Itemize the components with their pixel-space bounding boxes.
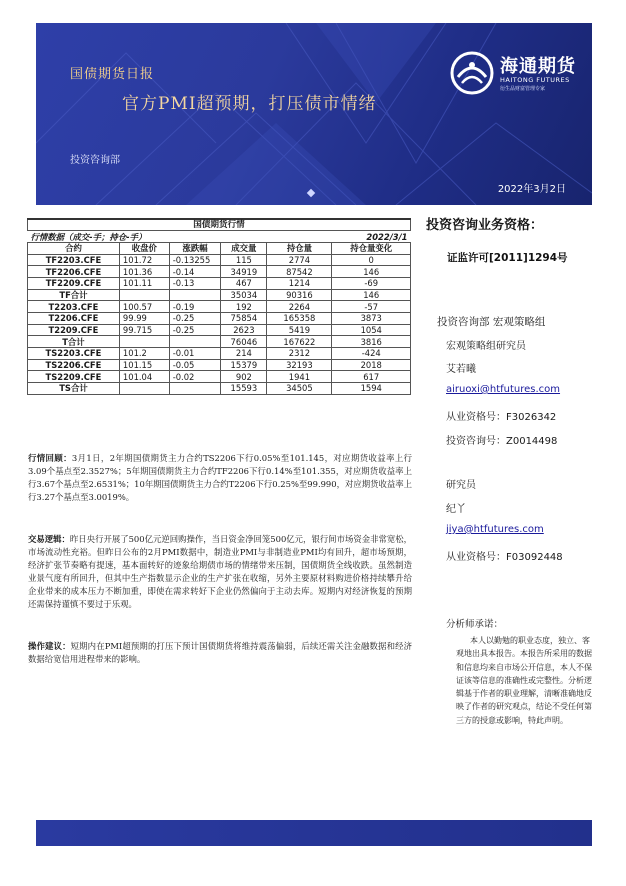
- cell-vol: 2623: [221, 324, 267, 336]
- cell-close: 101.36: [119, 266, 169, 278]
- analyst-cert-number: 从业资格号：F3026342: [446, 412, 557, 423]
- market-review-lead: 行情回顾：: [28, 453, 72, 463]
- cell-vol: 34919: [221, 266, 267, 278]
- cell-oi-chg: 0: [332, 254, 411, 266]
- cell-chg: -0.05: [169, 359, 221, 371]
- cell-name: TS2209.CFE: [28, 371, 120, 383]
- cell-name: T2206.CFE: [28, 313, 120, 325]
- cell-chg: [169, 289, 221, 301]
- market-data-table: [27, 218, 411, 395]
- qualification-title: 投资咨询业务资格：: [426, 218, 544, 233]
- cell-name: TS合计: [28, 383, 120, 395]
- researcher-role: 研究员: [446, 480, 476, 491]
- operation-advice-lead: 操作建议：: [28, 641, 71, 651]
- researcher-cert-number: 从业资格号：F03092448: [446, 552, 563, 563]
- table-header-row: [28, 242, 411, 254]
- table-row: [28, 371, 411, 383]
- cell-name: T合计: [28, 336, 120, 348]
- cell-name: T2209.CFE: [28, 324, 120, 336]
- brand-name-cn: 海通期货: [500, 56, 576, 77]
- cell-oi: 5419: [267, 324, 332, 336]
- cell-vol: 75854: [221, 313, 267, 325]
- cell-close: [119, 289, 169, 301]
- table-total-row: [28, 383, 411, 395]
- operation-advice-paragraph: [28, 640, 412, 666]
- cell-oi-chg: 146: [332, 266, 411, 278]
- cell-vol: 76046: [221, 336, 267, 348]
- cell-oi: 34505: [267, 383, 332, 395]
- cell-oi: 2264: [267, 301, 332, 313]
- col-header-volume: 成交量: [221, 242, 267, 254]
- table-row: [28, 277, 411, 289]
- report-type: 国债期货日报: [70, 67, 155, 82]
- cell-close: 101.04: [119, 371, 169, 383]
- cell-name: TF2209.CFE: [28, 277, 120, 289]
- cell-chg: -0.13255: [169, 254, 221, 266]
- table-row: [28, 313, 411, 325]
- cell-vol: 115: [221, 254, 267, 266]
- cell-oi-chg: 617: [332, 371, 411, 383]
- cell-close: 101.15: [119, 359, 169, 371]
- analyst-name: 艾若曦: [446, 364, 476, 375]
- cell-chg: -0.19: [169, 301, 221, 313]
- table-subtitle: 行情数据（成交-手；持仓-手）: [28, 231, 267, 243]
- table-total-row: [28, 336, 411, 348]
- cell-close: 99.99: [119, 313, 169, 325]
- cell-chg: -0.25: [169, 324, 221, 336]
- cell-oi: 1941: [267, 371, 332, 383]
- table-row: [28, 324, 411, 336]
- operation-advice-text: 短期内在PMI超预期的打压下预计国债期货将维持震荡偏弱，后续还需关注金融数据和经济数据给宽信用进程带来的影响。: [28, 641, 412, 665]
- cell-close: [119, 336, 169, 348]
- cell-name: TF2206.CFE: [28, 266, 120, 278]
- cell-vol: 467: [221, 277, 267, 289]
- trading-logic-lead: 交易逻辑：: [28, 534, 70, 544]
- trading-logic-text: 昨日央行开展了500亿元逆回购操作，当日资金净回笼500亿元，银行间市场资金非常宽松，市场流动性充裕。但昨日公布的2月PMI数据中，制造业PMI与非制造业PMI均有回升，超市场预期，经济扩张节奏略有提速，基本面转好的迹象给期债市场的情绪带来压制，国债期货全线收跌。虽然制造业景气度有所回升，但其中生产指数显示企业的生产扩张在收缩，另外主要原材料购进价格持续攀升给企业带来的成本压力不断加重，即使在需求转好下企业仍然偏向于主动去库。短期内对经济恢复的预期还需保持谨慎不要过于乐观。: [28, 534, 413, 610]
- report-date: 2022年3月2日: [497, 184, 566, 195]
- cell-oi-chg: 1054: [332, 324, 411, 336]
- cell-name: TF合计: [28, 289, 120, 301]
- trading-logic-paragraph: [28, 533, 412, 612]
- col-header-close: 收盘价: [119, 242, 169, 254]
- col-header-change: 涨跌幅: [169, 242, 221, 254]
- researcher-email[interactable]: jiya@htfutures.com: [446, 524, 544, 535]
- cell-close: 99.715: [119, 324, 169, 336]
- analyst-email-link[interactable]: [446, 384, 560, 395]
- cell-oi: 1214: [267, 277, 332, 289]
- department-label: 投资咨询部: [70, 155, 120, 166]
- col-header-open-interest: 持仓量: [267, 242, 332, 254]
- cell-oi: 2774: [267, 254, 332, 266]
- table-row: [28, 301, 411, 313]
- table-row: [28, 348, 411, 360]
- researcher-name: 纪丫: [446, 504, 466, 515]
- table-row: [28, 254, 411, 266]
- cell-vol: 35034: [221, 289, 267, 301]
- analyst-email[interactable]: airuoxi@htfutures.com: [446, 384, 561, 395]
- col-header-oi-change: 持仓量变化: [332, 242, 411, 254]
- cell-oi-chg: -57: [332, 301, 411, 313]
- cell-oi-chg: 1594: [332, 383, 411, 395]
- table-title: 国债期货行情: [28, 219, 411, 231]
- cell-chg: -0.01: [169, 348, 221, 360]
- cell-oi-chg: 2018: [332, 359, 411, 371]
- cell-chg: -0.02: [169, 371, 221, 383]
- table-row: [28, 266, 411, 278]
- cell-chg: -0.25: [169, 313, 221, 325]
- cell-vol: 15379: [221, 359, 267, 371]
- table-row: [28, 359, 411, 371]
- cell-vol: 15593: [221, 383, 267, 395]
- table-date: 2022/3/1: [267, 231, 411, 243]
- market-review-text: 3月1日，2年期国债期货主力合约TS2206下行0.05%至101.145，对应期货收益率上行3.09个基点至2.3527%；5年期国债期货主力合约TF2206下行0.14%至101.355，对应期货收益率上行3.67个基点至2.6531%；10年期国债期货主力合约T2206下行0.25%至99.990，对应期货收益率上行3.27个基点至3.0019%。: [28, 453, 412, 503]
- team-name: 投资咨询部 宏观策略组: [437, 316, 546, 328]
- cell-oi-chg: -69: [332, 277, 411, 289]
- cell-oi-chg: 146: [332, 289, 411, 301]
- cell-oi: 165358: [267, 313, 332, 325]
- table-total-row: [28, 289, 411, 301]
- cell-vol: 192: [221, 301, 267, 313]
- col-header-contract: 合约: [28, 242, 120, 254]
- haitong-logo-icon: [450, 51, 494, 95]
- cell-name: TS2206.CFE: [28, 359, 120, 371]
- cell-close: 101.11: [119, 277, 169, 289]
- cell-name: TF2203.CFE: [28, 254, 120, 266]
- analyst-role: 宏观策略组研究员: [446, 341, 526, 352]
- brand-name-en: HAITONG FUTURES: [500, 76, 570, 84]
- market-review-paragraph: [28, 452, 412, 504]
- cell-close: [119, 383, 169, 395]
- cell-oi: 2312: [267, 348, 332, 360]
- report-banner: [36, 23, 592, 205]
- cell-close: 101.72: [119, 254, 169, 266]
- cell-name: T2203.CFE: [28, 301, 120, 313]
- disclaimer-text: 本人以勤勉的职业态度，独立、客观地出具本报告。本报告所采用的数据和信息均来自市场公开信息，本人不保证该等信息的准确性或完整性。分析逻辑基于作者的职业理解，清晰准确地反映了作者的研究观点，结论不受任何第三方的授意或影响，特此声明。: [456, 636, 592, 725]
- cell-chg: [169, 336, 221, 348]
- cell-vol: 902: [221, 371, 267, 383]
- cell-oi-chg: -424: [332, 348, 411, 360]
- brand-slogan: 衍生品财富管理专家: [500, 86, 546, 92]
- analyst-advisory-number: 投资咨询号：Z0014498: [446, 436, 558, 447]
- disclaimer-title: 分析师承诺：: [446, 619, 504, 630]
- researcher-email-link[interactable]: [446, 524, 544, 535]
- cell-oi: 87542: [267, 266, 332, 278]
- cell-oi: 32193: [267, 359, 332, 371]
- cell-chg: -0.14: [169, 266, 221, 278]
- cell-oi: 167622: [267, 336, 332, 348]
- cell-name: TS2203.CFE: [28, 348, 120, 360]
- cell-oi: 90316: [267, 289, 332, 301]
- cell-close: 100.57: [119, 301, 169, 313]
- company-logo: [450, 47, 586, 99]
- cell-chg: [169, 383, 221, 395]
- cell-oi-chg: 3873: [332, 313, 411, 325]
- cell-close: 101.2: [119, 348, 169, 360]
- analyst-disclaimer: [446, 616, 594, 727]
- cell-vol: 214: [221, 348, 267, 360]
- license-number: 证监许可[2011]1294号: [447, 252, 568, 264]
- cell-chg: -0.13: [169, 277, 221, 289]
- report-title: 官方PMI超预期，打压债市情绪: [122, 94, 377, 114]
- footer-bar: [36, 820, 592, 846]
- cell-oi-chg: 3816: [332, 336, 411, 348]
